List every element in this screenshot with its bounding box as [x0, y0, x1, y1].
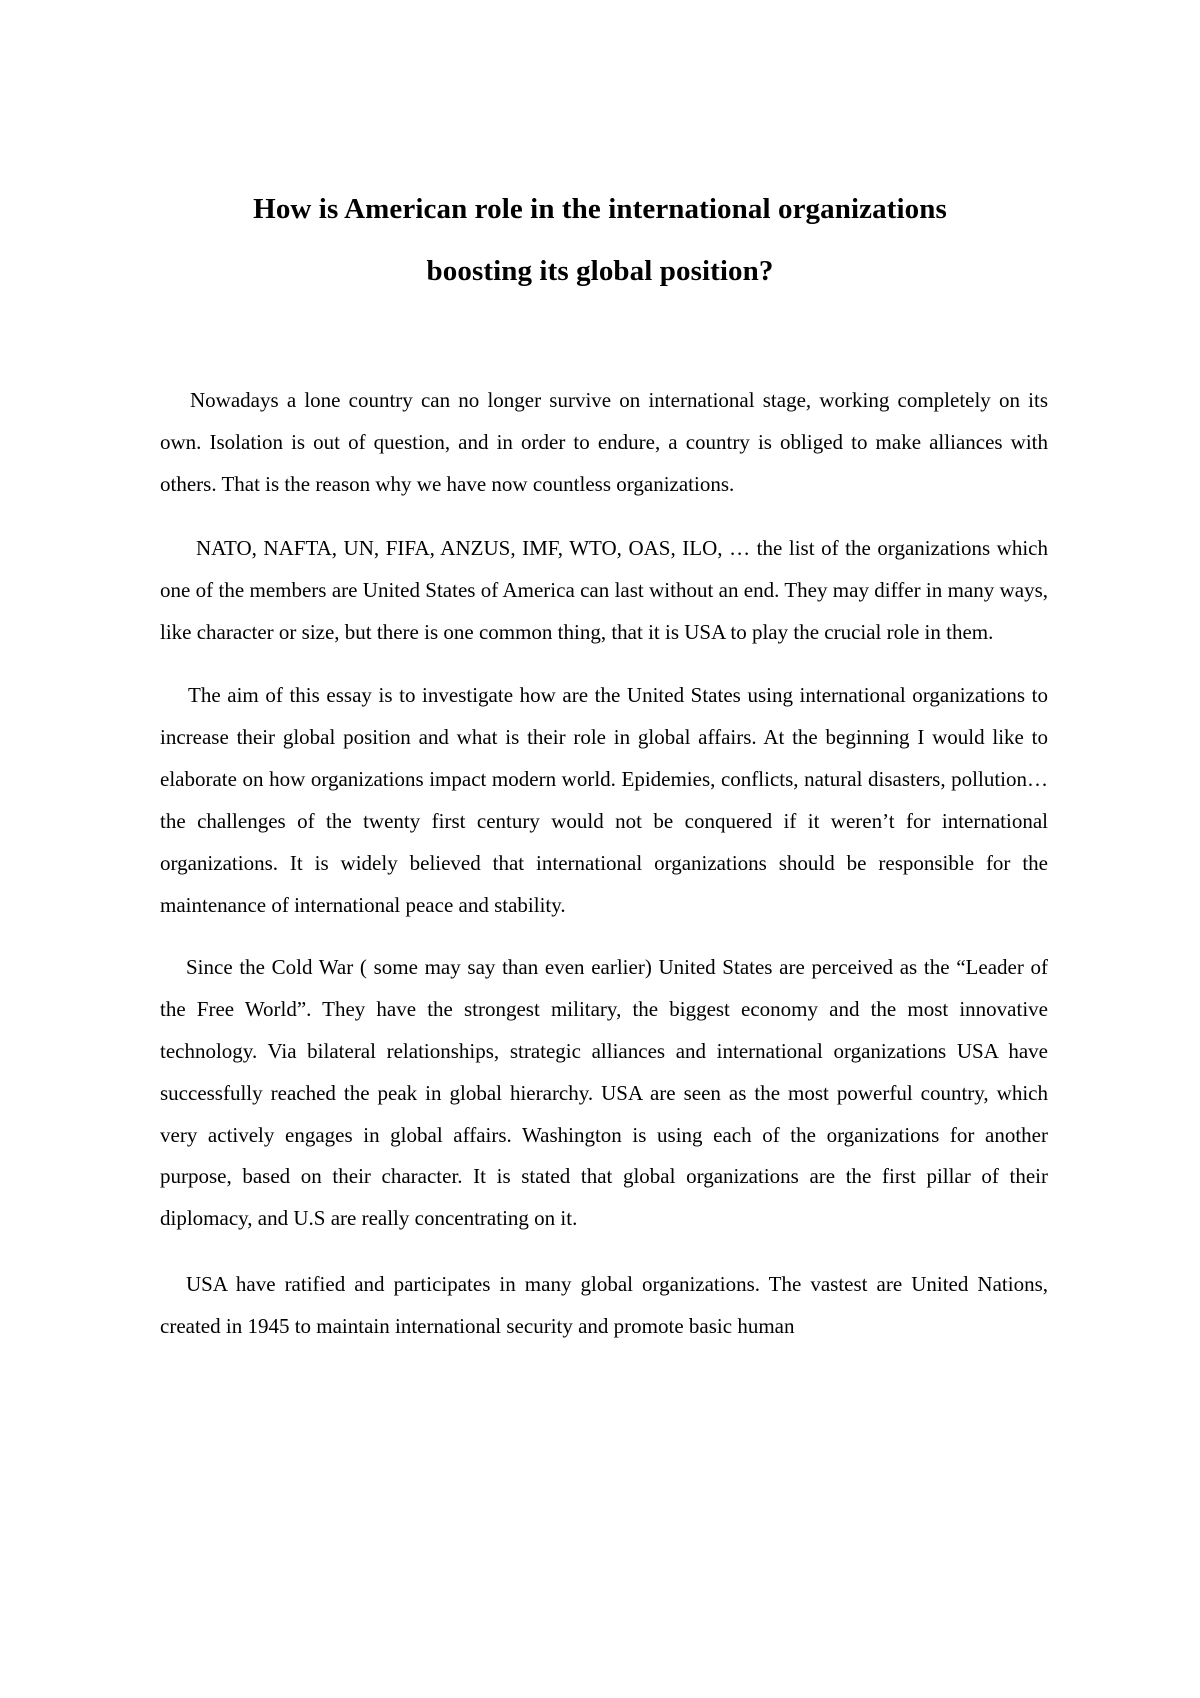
paragraph-essay-aim: The aim of this essay is to investigate how are the United States using international organizations to increase their global position and what is their role in global affairs. At the beginning I would like to elaborate on how organizations impact modern world. Epidemies, conflicts, natural disasters, pollution… the challenges of the twenty first century would not be conquered if it weren’t for international organizations. It is widely believed that international organizations should be responsible for the maintenance of international peace and stability.	[160, 683, 1048, 917]
title-line-2: boosting its global position?	[426, 255, 774, 287]
essay-body	[160, 380, 1048, 1370]
paragraph-united-nations: USA have ratified and participates in many global organizations. The vastest are United Nations, created in 1945 to maintain international security and promote basic human	[160, 1272, 1048, 1339]
title-line-1: How is American role in the international organizations	[253, 193, 947, 225]
paragraph-intro: Nowadays a lone country can no longer survive on international stage, working completely on its own. Isolation is out of question, and in order to endure, a country is obliged to make alliances with others. That is the reason why we have now countless organizations.	[160, 388, 1048, 496]
paragraph-cold-war: Since the Cold War ( some may say than even earlier) United States are perceived as the “Leader of the Free World”. They have the strongest military, the biggest economy and the most innovative technology. Via bilateral relationships, strategic alliances and international organizations USA have successfully reached the peak in global hierarchy. USA are seen as the most powerful country, which very actively engages in global affairs. Washington is using each of the organizations for another purpose, based on their character. It is stated that global organizations are the first pillar of their diplomacy, and U.S are really concentrating on it.	[160, 954, 1048, 1231]
document-title	[160, 178, 1040, 302]
paragraph-organizations-list: NATO, NAFTA, UN, FIFA, ANZUS, IMF, WTO, OAS, ILO, … the list of the organizations which one of the members are United States of America can last without an end. They may differ in many ways, like character or size, but there is one common thing, that it is USA to play the crucial role in them.	[160, 535, 1048, 644]
